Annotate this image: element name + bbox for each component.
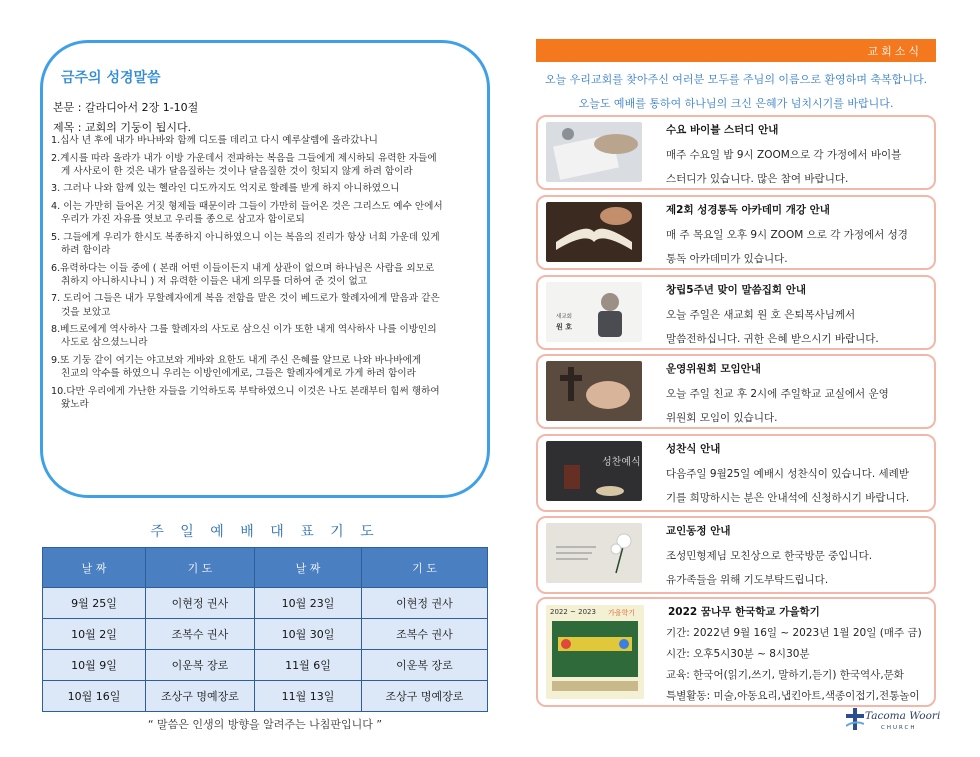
column-header: 날 짜 (43, 548, 146, 588)
verse (51, 152, 483, 178)
card-line: 통독 아카데미가 있습니다. (666, 253, 788, 265)
card-title: 운영위원회 모임안내 (666, 363, 761, 375)
card-line: 유가족들을 위해 기도부탁드립니다. (666, 574, 829, 586)
card-title: 창립5주년 맞이 말씀집회 안내 (666, 284, 806, 296)
poster-church: 새교회 (556, 314, 572, 320)
verse (51, 323, 483, 349)
date-cell: 10월 16일 (43, 681, 146, 712)
verse (51, 262, 483, 288)
welcome-line-1: 오늘 우리교회를 찾아주신 여러분 모두를 주님의 이름으로 환영하며 축복합니다. (544, 73, 928, 86)
card-title: 2022 꿈나무 한국학교 가을학기 (668, 606, 820, 618)
table-row (43, 681, 488, 712)
date-cell: 10월 2일 (43, 619, 146, 650)
logo-name: Tacoma Woori (865, 710, 941, 722)
news-card-member-news (536, 516, 936, 594)
date-cell: 10월 23일 (255, 588, 362, 619)
verse-line: 8.베드로에게 역사하사 그를 할례자의 사도로 삼으신 이가 또한 내게 역사하사 나를 이방인의 (51, 324, 437, 336)
verse-continuation: 하려 함이라 (61, 244, 111, 256)
card-title: 성찬식 안내 (666, 443, 721, 455)
card-line: 매 주 목요일 오후 9시 ZOOM 으로 각 가정에서 성경 (666, 229, 908, 241)
date-cell: 10월 9일 (43, 650, 146, 681)
verse (51, 134, 483, 147)
card-line: 기간: 2022년 9월 16일 ~ 2023년 1월 20일 (매주 금) (666, 627, 922, 639)
date-cell: 10월 30일 (255, 619, 362, 650)
news-card-bible-study (536, 115, 936, 190)
card-line: 오늘 주일은 새교회 원 호 은퇴목사님께서 (666, 309, 856, 321)
date-cell: 11월 13일 (255, 681, 362, 712)
verse-line: 5. 그들에게 우리가 한시도 복종하지 아니하였으니 이는 복음의 진리가 항상 너희 가운데 있게 (51, 231, 440, 243)
scripture-title: 금주의 성경말씀 (61, 70, 161, 86)
scripture-box (40, 40, 490, 498)
card-title: 수요 바이블 스터디 안내 (666, 124, 779, 136)
date-cell: 11월 6일 (255, 650, 362, 681)
verse-continuation: 게 사사로이 한 것은 내가 달음질하는 것이나 달음질한 것이 헛되지 않게 하려 함이라 (61, 165, 413, 177)
card-line: 위원회 모임이 있습니다. (666, 412, 778, 424)
card-line: 말씀전하십니다. 귀한 은혜 받으시기 바랍니다. (666, 333, 879, 345)
card-title: 교인동정 안내 (666, 525, 731, 537)
verse-continuation: 친교의 악수를 하였으니 우리는 이방인에게로, 그들은 할례자에게로 가게 하려 함이라 (61, 368, 416, 380)
cross-logo-icon (846, 708, 864, 730)
prayer-schedule-table (42, 547, 488, 712)
name-cell: 이운복 장로 (362, 650, 488, 681)
poster-term: 가을학기 (608, 609, 636, 617)
news-card-committee (536, 354, 936, 429)
prayer-cross-photo (546, 361, 642, 421)
verse-line: 10.다만 우리에게 가난한 자들을 기억하도록 부탁하였으니 이것은 나도 본래부터 힘써 행하여 (51, 385, 440, 397)
card-line: 조성민형제님 모친상으로 한국방문 중입니다. (666, 550, 873, 562)
poster-year: 2022 ~ 2023 (550, 608, 596, 616)
verse-continuation: 사도로 삼으셨느니라 (61, 337, 148, 349)
speaker-poster (546, 282, 642, 342)
sermon-title: 제목 : 교회의 기둥이 됩시다. (53, 121, 192, 134)
verse-continuation: 왔노라 (61, 398, 89, 410)
verse-line: 7. 도리어 그들은 내가 무할례자에게 복음 전함을 맡은 것이 베드로가 할례자에게 맡음과 같은 (51, 293, 440, 305)
table-row (43, 619, 488, 650)
news-card-korean-school (536, 597, 936, 707)
card-line: 다음주일 9월25일 예배시 성찬식이 있습니다. 세례받 (666, 468, 909, 480)
poster-speaker: 원 호 (556, 323, 572, 331)
verse-line: 1.십사 년 후에 내가 바나바와 함께 디도를 데리고 다시 예루살렘에 올라갔나니 (51, 135, 378, 146)
card-line: 오늘 주일 친교 후 2시에 주일학교 교실에서 운영 (666, 388, 889, 400)
name-cell: 조상구 명예장로 (146, 681, 255, 712)
verse-list (51, 134, 483, 416)
verse-line: 3. 그러나 나와 함께 있는 헬라인 디도까지도 억지로 할례를 받게 하지 아니하였으니 (51, 183, 400, 195)
name-cell: 조복수 권사 (362, 619, 488, 650)
table-row (43, 650, 488, 681)
table-header-row (43, 548, 488, 588)
card-line: 특별활동: 미술,아동요리,냅킨아트,색종이접기,전통놀이 (666, 690, 920, 702)
verse (51, 354, 483, 380)
bible-study-photo (546, 122, 642, 182)
name-cell: 이현정 권사 (146, 588, 255, 619)
table-row (43, 588, 488, 619)
column-header: 기 도 (146, 548, 255, 588)
name-cell: 이운복 장로 (146, 650, 255, 681)
welcome-line-2: 오늘도 예배를 통하여 하나님의 크신 은혜가 넘치시기를 바랍니다. (578, 97, 894, 110)
verse-continuation: 우리가 가진 자유를 엿보고 우리를 종으로 삼고자 함이로되 (61, 214, 305, 226)
news-card-bible-academy (536, 195, 936, 270)
reading-bible-photo (546, 202, 642, 262)
news-card-communion (536, 434, 936, 512)
card-line: 교육: 한국어(읽기,쓰기, 말하기,듣기) 한국역사,문화 (666, 669, 904, 681)
verse (51, 292, 483, 318)
verse-continuation: 것을 보았고 (61, 306, 111, 318)
date-cell: 9월 25일 (43, 588, 146, 619)
verse-continuation: 취하지 아니하시나니 ) 저 유력한 이들은 내게 의무를 더하여 준 것이 없고 (61, 275, 368, 287)
verse (51, 200, 483, 226)
column-header: 기 도 (362, 548, 488, 588)
church-logo (846, 706, 941, 738)
name-cell: 조복수 권사 (146, 619, 255, 650)
communion-photo (546, 441, 642, 501)
verse-line: 4. 이는 가만히 들어온 거짓 형제들 때문이라 그들이 가만히 들어온 것은 그리스도 예수 안에서 (51, 200, 443, 212)
card-line: 스터디가 있습니다. 많은 참여 바랍니다. (666, 173, 849, 185)
communion-caption: 성찬예식 (602, 457, 641, 468)
verse-line: 6.유력하다는 이들 중에 ( 본래 어떤 이들이든지 내게 상관이 없으며 하나님은 사람을 외모로 (51, 262, 435, 274)
verse (51, 182, 483, 195)
card-line: 매주 수요일 밤 9시 ZOOM으로 각 가정에서 바이블 (666, 149, 902, 161)
card-title: 제2회 성경통독 아카데미 개강 안내 (666, 204, 830, 216)
verse-line: 2.계시를 따라 올라가 내가 이방 가운데서 전파하는 복음을 그들에게 제시하되 유력한 자들에 (51, 152, 437, 164)
condolence-flowers (546, 523, 642, 583)
card-line: 기를 희망하시는 분은 안내석에 신청하시기 바랍니다. (666, 492, 910, 504)
card-line: 시간: 오후5시30분 ~ 8시30분 (666, 648, 810, 660)
korean-school-poster (546, 605, 644, 699)
footer-quote: “ 말씀은 인생의 방향을 알려주는 나침판입니다 ” (147, 718, 383, 731)
news-card-anniversary (536, 275, 936, 350)
name-cell: 이현정 권사 (362, 588, 488, 619)
church-news-header: 교회소식 (536, 39, 936, 62)
logo-sub: CHURCH (881, 725, 917, 731)
column-header: 날 짜 (255, 548, 362, 588)
verse (51, 385, 483, 411)
scripture-passage: 본문 : 갈라디아서 2장 1-10절 (53, 101, 199, 114)
prayer-table-title: 주 일 예 배 대 표 기 도 (150, 524, 380, 540)
verse (51, 231, 483, 257)
name-cell: 조상구 명예장로 (362, 681, 488, 712)
verse-line: 9.또 기둥 같이 여기는 야고보와 게바와 요한도 내게 주신 은혜를 알므로 나와 바나바에게 (51, 354, 422, 366)
